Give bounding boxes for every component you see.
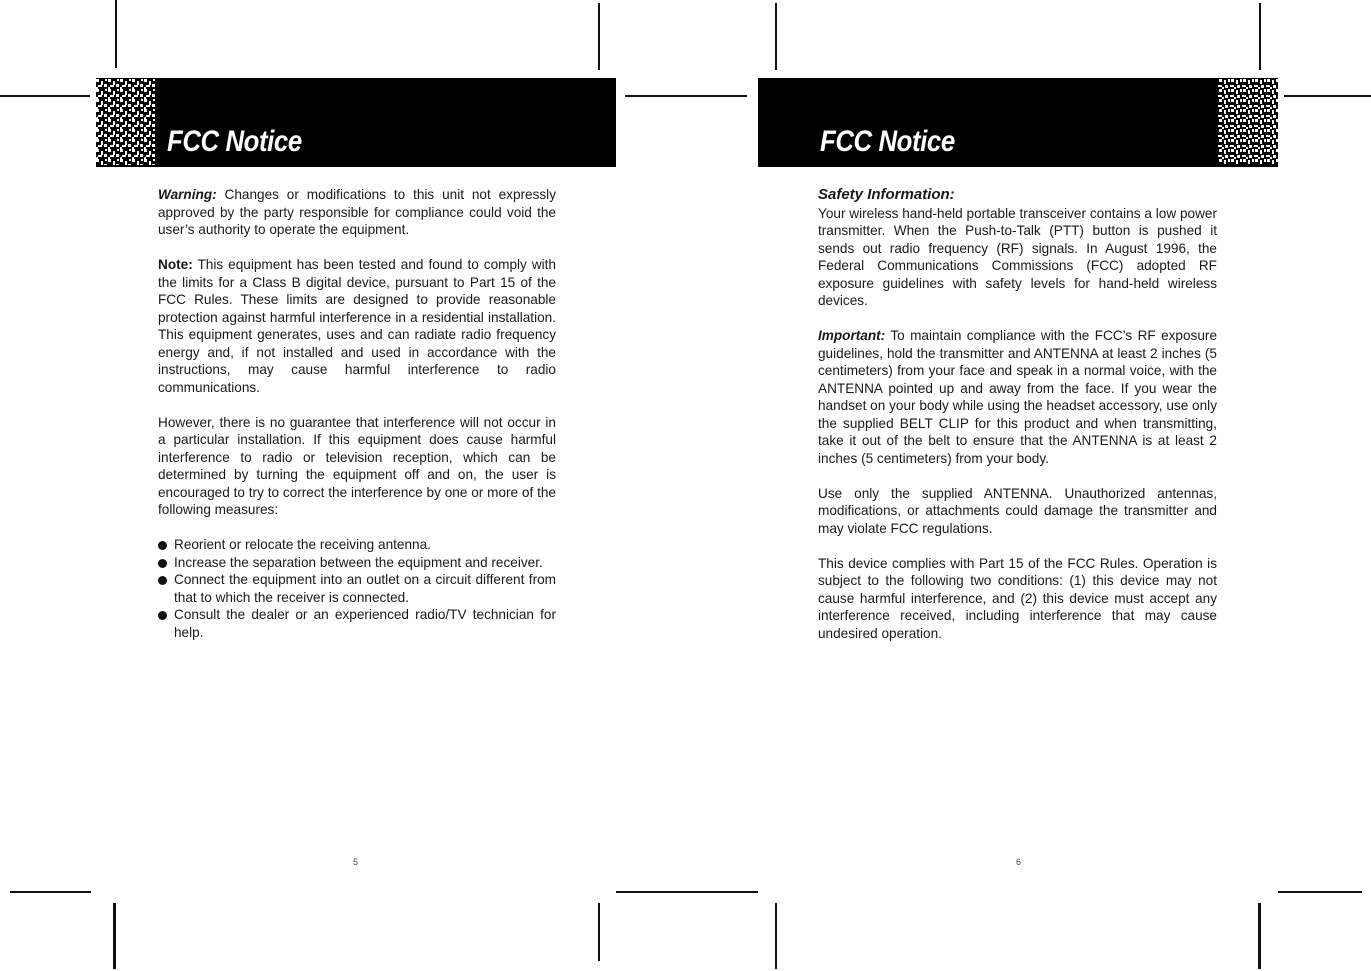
note-text: This equipment has been tested and found to comply with the limits for a Class B digital device, pursuant to Part 15 of the FCC Rules. These limits are designed to provide reasonable protection against harmful interference in a residential installation. This equipment generates, uses and can radiate radio frequency energy and, if not installed and used in accordance with the instructions, may cause harmful interference to radio communications.	[158, 257, 556, 395]
antenna-paragraph: Use only the supplied ANTENNA. Unauthorized antennas, modifications, or attachments could damage the transmitter and may violate FCC regulations.	[818, 485, 1217, 536]
page-number: 6	[1016, 857, 1022, 867]
crop-mark	[115, 0, 117, 68]
warning-paragraph	[158, 186, 556, 239]
halftone-pattern-icon	[1218, 79, 1278, 165]
crop-mark	[598, 3, 600, 70]
bullet-icon	[158, 576, 167, 585]
crop-mark	[1284, 95, 1371, 97]
crop-mark	[775, 3, 777, 70]
warning-label: Warning:	[158, 187, 217, 202]
crop-mark	[616, 891, 758, 893]
important-paragraph	[818, 327, 1217, 467]
bullet-icon	[158, 611, 167, 620]
safety-paragraph: Your wireless hand-held portable transceiver contains a low power transmitter. When the Push-to-Talk (PTT) button is pushed it sends out radio frequency (RF) signals. In August 1996, the Federal Communications Commissions (FCC) adopted RF exposure guidelines with safety levels for hand-held wireless devices.	[818, 205, 1217, 308]
header-band	[96, 78, 616, 167]
bullet-icon	[158, 541, 167, 550]
important-label: Important:	[818, 328, 886, 343]
page-title: FCC Notice	[167, 125, 302, 158]
safety-heading: Safety Information:	[818, 186, 955, 203]
page-number: 5	[353, 857, 359, 867]
however-paragraph: However, there is no guarantee that interference will not occur in a particular installation. If this equipment does cause harmful interference to radio or television reception, which can be determined by turning the equipment off and on, the user is encouraged to try to correct the interference by one or more of the following measures:	[158, 414, 556, 517]
right-content	[818, 186, 1217, 660]
page-title: FCC Notice	[820, 125, 955, 158]
crop-mark	[0, 95, 90, 97]
crop-mark	[10, 891, 91, 893]
header-band	[758, 78, 1278, 167]
list-item: Consult the dealer or an experienced radio/TV technician for help.	[158, 606, 556, 641]
compliance-paragraph: This device complies with Part 15 of the FCC Rules. Operation is subject to the following two conditions: (1) this device may not cause harmful interference, and (2) this device must accept any interference received, including interference that may cause undesired operation.	[818, 555, 1217, 641]
left-content	[158, 186, 556, 641]
important-text: To maintain compliance with the FCC’s RF exposure guidelines, hold the transmitter and ANTENNA at least 2 inches (5 centimeters) from your face and speak in a normal voice, with the ANTENNA pointed up and away from the face. If you wear the handset on your body while using the headset accessory, use only the supplied BELT CLIP for this product and when transmitting, take it out of the belt to ensure that the ANTENNA is at least 2 inches (5 centimeters) from your body.	[818, 328, 1218, 466]
halftone-pattern-icon	[96, 79, 156, 165]
list-item: Connect the equipment into an outlet on a circuit different from that to which the receiver is connected.	[158, 571, 556, 606]
list-item: Increase the separation between the equipment and receiver.	[158, 554, 556, 572]
crop-mark	[625, 95, 747, 97]
crop-mark	[598, 903, 600, 961]
crop-mark	[1258, 903, 1261, 969]
crop-mark	[1278, 891, 1362, 893]
measures-list	[158, 536, 556, 641]
note-paragraph	[158, 256, 556, 396]
crop-mark	[775, 903, 777, 969]
warning-text: Changes or modifications to this unit not expressly approved by the party responsible for compliance could void the user’s authority to operate the equipment.	[158, 187, 556, 237]
crop-mark	[113, 903, 116, 969]
note-label: Note:	[158, 257, 193, 272]
list-item: Reorient or relocate the receiving antenna.	[158, 536, 556, 554]
bullet-icon	[158, 559, 167, 568]
crop-mark	[1259, 3, 1261, 70]
